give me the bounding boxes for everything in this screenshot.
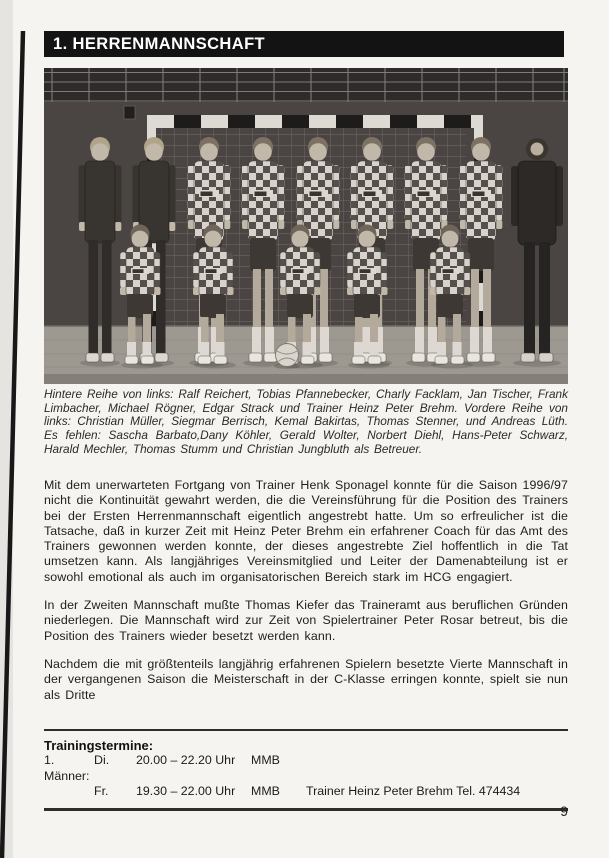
handball <box>274 344 300 370</box>
training-time: 20.00 – 22.20 Uhr <box>136 753 236 767</box>
team-photo-illustration <box>44 68 568 384</box>
body-paragraph: Nachdem die mit größtenteils langjährig erfahrenen Spielern besetzte Vierte Mannschaft in der vergangenen Saison die Meisterschaft in der C-Klasse erringen konnte, spielt sie nun als Dritte <box>44 656 568 702</box>
training-row <box>44 784 568 800</box>
section-header <box>44 31 564 57</box>
training-note <box>306 753 568 784</box>
training-note: Trainer Heinz Peter Brehm Tel. 474434 <box>306 784 521 798</box>
scan-gutter <box>0 0 13 858</box>
training-heading: Trainingstermine: <box>44 738 154 753</box>
body-paragraph: Mit dem unerwarteten Fortgang von Trainer Henk Sponagel konnte für die Saison 1996/97 nicht die Kontinuität gewahrt werden, die die Vereinsführung für die Position des Trainers bei der Ersten Herrenmannschaft eigentlich angestrebt hatte. Um so erfreulicher ist die Tatsache, daß in kurzer Zeit mit Heinz Peter Brehm ein erfahrener Coach für das Amt des Trainers gewonnen werden konnte, der dieses angestrebte Ziel hoffentlich in die Tat umsetzen kann. Als langjähriges Vereinsmitglied und Leiter der Damenabteilung ist er sowohl emotional als auch im organisatorischen Bereich stark im HCG engagiert. <box>44 478 568 584</box>
team-photo <box>44 68 568 384</box>
training-team: 1. Männer: <box>44 753 90 783</box>
training-row <box>44 753 568 784</box>
training-day: Fr. <box>94 784 109 798</box>
article-body <box>44 478 568 716</box>
page-number: 9 <box>560 803 568 819</box>
training-schedule <box>44 729 568 811</box>
wall-switch-box <box>124 106 135 119</box>
training-location: MMB <box>251 784 280 798</box>
training-time: 19.30 – 22.00 Uhr <box>136 784 236 798</box>
section-title: 1. HERRENMANNSCHAFT <box>53 34 266 53</box>
training-location: MMB <box>251 753 280 767</box>
training-team <box>44 784 94 800</box>
footer-rule-top <box>44 729 568 731</box>
body-paragraph: In der Zweiten Mannschaft mußte Thomas Kiefer das Traineramt aus beruflichen Gründen niederlegen. Die Mannschaft wird zur Zeit von Spielertrainer Peter Rosar betreut, bis die Position des Trainers wieder besetzt werden kann. <box>44 598 568 643</box>
photo-caption: Hintere Reihe von links: Ralf Reichert, Tobias Pfannebecker, Charly Facklam, Jan Tischer, Frank Limbacher, Michael Rögner, Edgar Strack und Trainer Heinz Peter Brehm. Vordere Reihe von links: Christian Müller, Siegmar Berrisch, Kemal Bakirtas, Thomas Stenner, und Andreas Lüth. Es fehlen: Sascha Barbato,Dany Köhler, Gerald Wolter, Norbert Diehl, Hans-Peter Schwarz, Harald Mechler, Thomas Stumm und Christian Jungbluth als Betreuer. <box>44 387 568 456</box>
training-day: Di. <box>94 753 110 767</box>
tile-band <box>44 68 568 102</box>
